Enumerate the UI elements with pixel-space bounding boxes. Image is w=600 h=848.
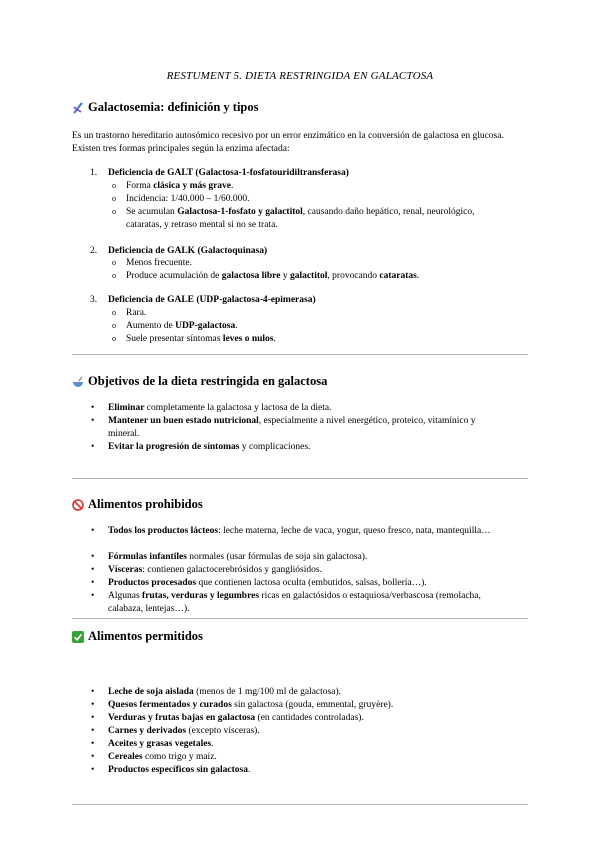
sub-item: o Incidencia: 1/40.000 – 1/60.000. <box>112 194 250 204</box>
list-item: • Algunas frutas, verduras y legumbres ricas en galactósidos o estaquiosa/verbascosa (remolacha, calabaza, lentejas…). <box>91 591 481 614</box>
sub-item: o Forma clásica y más grave. <box>112 181 234 191</box>
prohibited-icon <box>72 499 84 511</box>
list-item: • Vísceras: contienen galactocerebrósidos y gangliósidos. <box>91 565 322 575</box>
list-item: • Leche de soja aislada (menos de 1 mg/100 ml de galactosa). <box>91 687 341 697</box>
divider <box>72 478 528 479</box>
section-heading-text: Alimentos permitidos <box>88 629 203 643</box>
list-item: • Verduras y frutas bajas en galactosa (en cantidades controladas). <box>91 713 364 723</box>
section-heading-text: Objetivos de la dieta restringida en galactosa <box>88 374 328 388</box>
sub-item: o Aumento de UDP-galactosa. <box>112 321 238 331</box>
list-item: • Productos específicos sin galactosa. <box>91 765 251 775</box>
list-item: • Evitar la progresión de síntomas y complicaciones. <box>91 442 311 452</box>
item-number: 3. <box>90 295 98 305</box>
dna-icon <box>72 102 84 114</box>
type-item-galt <box>90 167 349 180</box>
list-item: • Todos los productos lácteos: leche materna, leche de vaca, yogur, queso fresco, nata, mantequilla… <box>91 526 491 536</box>
divider <box>72 618 528 619</box>
type-item-galk <box>90 245 267 258</box>
item-number: 2. <box>90 246 98 256</box>
section-heading-objectives <box>72 374 327 389</box>
section-heading-text: Galactosemia: definición y tipos <box>88 100 259 114</box>
section-heading-definition <box>72 100 258 115</box>
divider <box>72 804 528 805</box>
list-item: • Fórmulas infantiles normales (usar fórmulas de soja sin galactosa). <box>91 552 368 562</box>
list-item: • Eliminar completamente la galactosa y lactosa de la dieta. <box>91 403 332 413</box>
list-item: • Aceites y grasas vegetales. <box>91 739 214 749</box>
intro-paragraph: Es un trastorno hereditario autosómico recesivo por un error enzimático en la conversión de galactosa en glucosa. Existen tres formas principales según la enzima afectada: <box>72 131 504 154</box>
list-item: • Cereales como trigo y maíz. <box>91 752 217 762</box>
item-number: 1. <box>90 168 98 178</box>
item-title: Deficiencia de GALE (UDP-galactosa-4-epimerasa) <box>108 295 316 305</box>
check-mark-icon <box>72 631 84 643</box>
list-item: • Carnes y derivados (excepto vísceras). <box>91 726 260 736</box>
sub-item: o Suele presentar síntomas leves o nulos. <box>112 334 276 344</box>
item-title: Deficiencia de GALT (Galactosa-1-fosfatouridiltransferasa) <box>108 168 349 178</box>
sub-item: o Se acumulan Galactosa-1-fosfato y galactitol, causando daño hepático, renal, neurológico, cataratas, y retraso mental si no se trata. <box>112 207 475 230</box>
list-item: • Productos procesados que contienen lactosa oculta (embutidos, salsas, bollería…). <box>91 578 427 588</box>
sub-item: o Menos frecuente. <box>112 258 192 268</box>
sub-item: o Produce acumulación de galactosa libre y galactitol, provocando cataratas. <box>112 271 420 281</box>
list-item: • Mantener un buen estado nutricional, especialmente a nivel energético, proteico, vitamínico y mineral. <box>91 416 476 439</box>
bowl-icon <box>72 376 84 388</box>
type-item-gale <box>90 294 316 307</box>
section-heading-text: Alimentos prohibidos <box>88 497 203 511</box>
item-title: Deficiencia de GALK (Galactoquinasa) <box>108 246 268 256</box>
sub-item: o Rara. <box>112 308 147 318</box>
section-heading-allowed <box>72 629 203 644</box>
document-title: RESTUMENT 5. DIETA RESTRINGIDA EN GALACTOSA <box>166 70 434 82</box>
divider <box>72 354 528 355</box>
list-item: • Quesos fermentados y curados sin galactosa (gouda, emmental, gruyère). <box>91 700 394 710</box>
section-heading-prohibited <box>72 497 203 512</box>
